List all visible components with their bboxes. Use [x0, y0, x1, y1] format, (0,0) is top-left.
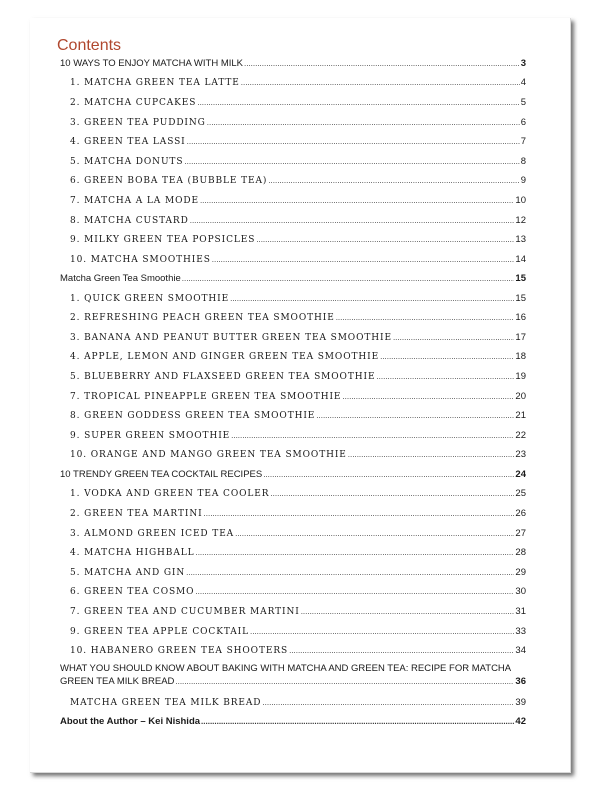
toc-entry-label: 5. MATCHA AND GIN	[70, 567, 186, 578]
toc-page-number: 9	[520, 175, 526, 187]
toc-subentry[interactable]	[70, 117, 526, 128]
toc-leader-dots	[263, 470, 514, 479]
toc-subentry[interactable]	[70, 351, 526, 362]
toc-page-number: 19	[515, 371, 526, 382]
toc-subentry[interactable]	[70, 508, 526, 519]
toc-leader-dots	[380, 352, 514, 361]
toc-leader-dots	[201, 717, 514, 726]
toc-subentry[interactable]	[70, 645, 526, 656]
toc-page-number: 24	[515, 469, 526, 480]
toc-page-number: 8	[520, 155, 526, 167]
toc-subentry[interactable]	[70, 410, 526, 421]
toc-page-number: 5	[520, 96, 526, 108]
toc-subentry[interactable]	[70, 77, 526, 88]
toc-leader-dots	[256, 235, 514, 244]
toc-subentry[interactable]	[70, 312, 526, 323]
toc-entry-label: 4. MATCHA HIGHBALL	[70, 548, 195, 559]
toc-page-number: 26	[515, 507, 526, 519]
toc-subentry[interactable]	[70, 697, 526, 708]
toc-leader-dots	[195, 587, 514, 596]
toc-subentry[interactable]	[70, 626, 526, 637]
toc-page-number: 15	[515, 292, 526, 304]
toc-entry-label: 4. APPLE, LEMON AND GINGER GREEN TEA SMOOTHIE	[70, 352, 380, 363]
toc-entry-label: 9. GREEN TEA APPLE COCKTAIL	[70, 626, 249, 637]
toc-subentry[interactable]	[70, 567, 526, 578]
toc-leader-dots	[187, 137, 520, 146]
document-page	[30, 18, 571, 773]
toc-page-number: 15	[515, 273, 526, 285]
toc-entry-label: MATCHA GREEN TEA MILK BREAD	[70, 697, 262, 708]
toc-section-long-line1[interactable]: WHAT YOU SHOULD KNOW ABOUT BAKING WITH MATCHA AND GREEN TEA: RECIPE FOR MATCHA	[60, 662, 512, 674]
toc-page-number: 13	[515, 234, 526, 246]
toc-leader-dots	[342, 392, 514, 401]
toc-entry-label: 1. QUICK GREEN SMOOTHIE	[70, 293, 230, 304]
toc-page-number: 20	[515, 390, 526, 402]
toc-entry-label: Matcha Green Tea Smoothie	[60, 273, 181, 285]
toc-subentry[interactable]	[70, 528, 526, 539]
toc-leader-dots	[204, 509, 515, 518]
toc-leader-dots	[376, 372, 514, 381]
toc-page-number: 3	[520, 58, 526, 69]
toc-entry-label: 10. MATCHA SMOOTHIES	[70, 254, 211, 265]
toc-entry-label: 3. ALMOND GREEN ICED TEA	[70, 528, 235, 539]
toc-page-number: 16	[515, 312, 526, 324]
toc-subentry[interactable]	[70, 175, 526, 186]
toc-subentry[interactable]	[70, 371, 526, 382]
toc-page-number: 7	[520, 136, 526, 148]
toc-leader-dots	[200, 196, 514, 205]
toc-entry-label: 2. GREEN TEA MARTINI	[70, 508, 203, 519]
toc-page-number: 27	[515, 527, 526, 539]
toc-leader-dots	[289, 646, 514, 655]
toc-section-entry[interactable]	[60, 469, 526, 480]
toc-section-entry[interactable]	[60, 716, 526, 727]
toc-entry-label: 7. MATCHA A LA MODE	[70, 195, 199, 206]
toc-subentry[interactable]	[70, 156, 526, 167]
toc-leader-dots	[348, 450, 515, 459]
toc-page-number: 33	[515, 625, 526, 637]
toc-page-number: 29	[515, 566, 526, 578]
toc-page-number: 28	[515, 547, 526, 559]
toc-page-number: 14	[515, 253, 526, 265]
toc-leader-dots	[231, 431, 514, 440]
toc-entry-label: 3. BANANA AND PEANUT BUTTER GREEN TEA SMOOTHIE	[70, 332, 392, 343]
toc-entry-label: 6. GREEN BOBA TEA (BUBBLE TEA)	[70, 176, 268, 187]
toc-page-number: 31	[515, 605, 526, 617]
toc-leader-dots	[336, 313, 515, 322]
toc-page-number: 39	[515, 696, 526, 708]
toc-entry-label: 8. GREEN GODDESS GREEN TEA SMOOTHIE	[70, 411, 316, 422]
toc-section-long-line2[interactable]	[60, 676, 526, 687]
toc-page-number: 6	[520, 116, 526, 128]
toc-entry-label: 5. BLUEBERRY AND FLAXSEED GREEN TEA SMOOTHIE	[70, 372, 376, 382]
toc-leader-dots	[195, 548, 514, 557]
toc-page-number: 42	[515, 716, 526, 728]
toc-page-number: 12	[515, 214, 526, 226]
toc-leader-dots	[186, 568, 514, 577]
toc-leader-dots	[235, 529, 514, 538]
toc-entry-label: 1. MATCHA GREEN TEA LATTE	[70, 78, 240, 89]
toc-subentry[interactable]	[70, 449, 526, 460]
toc-entry-label: 10 WAYS TO ENJOY MATCHA WITH MILK	[60, 58, 243, 69]
toc-leader-dots	[241, 78, 520, 87]
toc-leader-dots	[262, 698, 514, 707]
toc-subentry[interactable]	[70, 430, 526, 441]
toc-leader-dots	[250, 627, 514, 636]
toc-leader-dots	[316, 411, 514, 420]
toc-entry-label: About the Author – Kei Nishida	[60, 716, 201, 728]
toc-section-entry[interactable]	[60, 58, 526, 69]
toc-subentry[interactable]	[70, 488, 526, 499]
toc-leader-dots	[270, 489, 514, 498]
toc-subentry[interactable]	[70, 136, 526, 147]
toc-leader-dots	[197, 98, 519, 107]
page-title: Contents	[57, 37, 122, 54]
toc-page-number: 36	[515, 675, 526, 687]
toc-leader-dots	[244, 59, 520, 68]
toc-subentry[interactable]	[70, 293, 526, 304]
toc-subentry[interactable]	[70, 195, 526, 206]
toc-page-number: 34	[515, 645, 526, 657]
toc-leader-dots	[182, 274, 515, 283]
toc-subentry[interactable]	[70, 97, 526, 108]
toc-entry-label: 6. GREEN TEA COSMO	[70, 587, 195, 598]
toc-entry-label: 9. SUPER GREEN SMOOTHIE	[70, 430, 231, 441]
table-of-contents	[30, 18, 570, 772]
toc-entry-label: GREEN TEA MILK BREAD	[60, 675, 175, 687]
toc-entry-label: 4. GREEN TEA LASSI	[70, 137, 186, 148]
toc-subentry[interactable]	[70, 391, 526, 402]
toc-page-number: 18	[515, 351, 526, 363]
toc-leader-dots	[301, 607, 515, 616]
toc-leader-dots	[268, 176, 519, 185]
toc-entry-label: 2. REFRESHING PEACH GREEN TEA SMOOTHIE	[70, 313, 335, 324]
toc-section-entry[interactable]	[60, 273, 526, 284]
toc-page-number: 10	[515, 194, 526, 206]
toc-entry-label: 10. HABANERO GREEN TEA SHOOTERS	[70, 646, 289, 657]
toc-subentry[interactable]	[70, 332, 526, 343]
toc-entry-label: 8. MATCHA CUSTARD	[70, 215, 189, 226]
toc-page-number: 4	[520, 77, 526, 89]
toc-entry-label: 7. TROPICAL PINEAPPLE GREEN TEA SMOOTHIE	[70, 391, 342, 402]
toc-entry-label: 9. MILKY GREEN TEA POPSICLES	[70, 235, 256, 246]
toc-leader-dots	[230, 294, 514, 303]
toc-subentry[interactable]	[70, 254, 526, 265]
toc-entry-label: 10 TRENDY GREEN TEA COCKTAIL RECIPES	[60, 469, 263, 480]
toc-subentry[interactable]	[70, 234, 526, 245]
toc-leader-dots	[184, 157, 519, 166]
toc-entry-label: 5. MATCHA DONUTS	[70, 156, 184, 167]
toc-page-number: 21	[515, 410, 526, 422]
toc-leader-dots	[190, 216, 515, 225]
toc-page-number: 30	[515, 586, 526, 598]
toc-subentry[interactable]	[70, 606, 526, 617]
toc-subentry[interactable]	[70, 547, 526, 558]
toc-entry-label: 7. GREEN TEA AND CUCUMBER MARTINI	[70, 606, 300, 617]
toc-subentry[interactable]	[70, 586, 526, 597]
toc-page-number: 17	[515, 331, 526, 343]
toc-leader-dots	[393, 333, 514, 342]
toc-entry-label: 3. GREEN TEA PUDDING	[70, 117, 206, 128]
toc-page-number: 23	[515, 449, 526, 461]
toc-entry-label: 2. MATCHA CUPCAKES	[70, 97, 197, 108]
toc-entry-label: 10. ORANGE AND MANGO GREEN TEA SMOOTHIE	[70, 450, 347, 461]
toc-leader-dots	[175, 677, 514, 686]
toc-leader-dots	[212, 255, 515, 264]
toc-leader-dots	[207, 118, 520, 127]
toc-subentry[interactable]	[70, 215, 526, 226]
toc-page-number: 22	[515, 429, 526, 441]
toc-page-number: 25	[515, 488, 526, 500]
toc-entry-label: 1. VODKA AND GREEN TEA COOLER	[70, 489, 270, 500]
